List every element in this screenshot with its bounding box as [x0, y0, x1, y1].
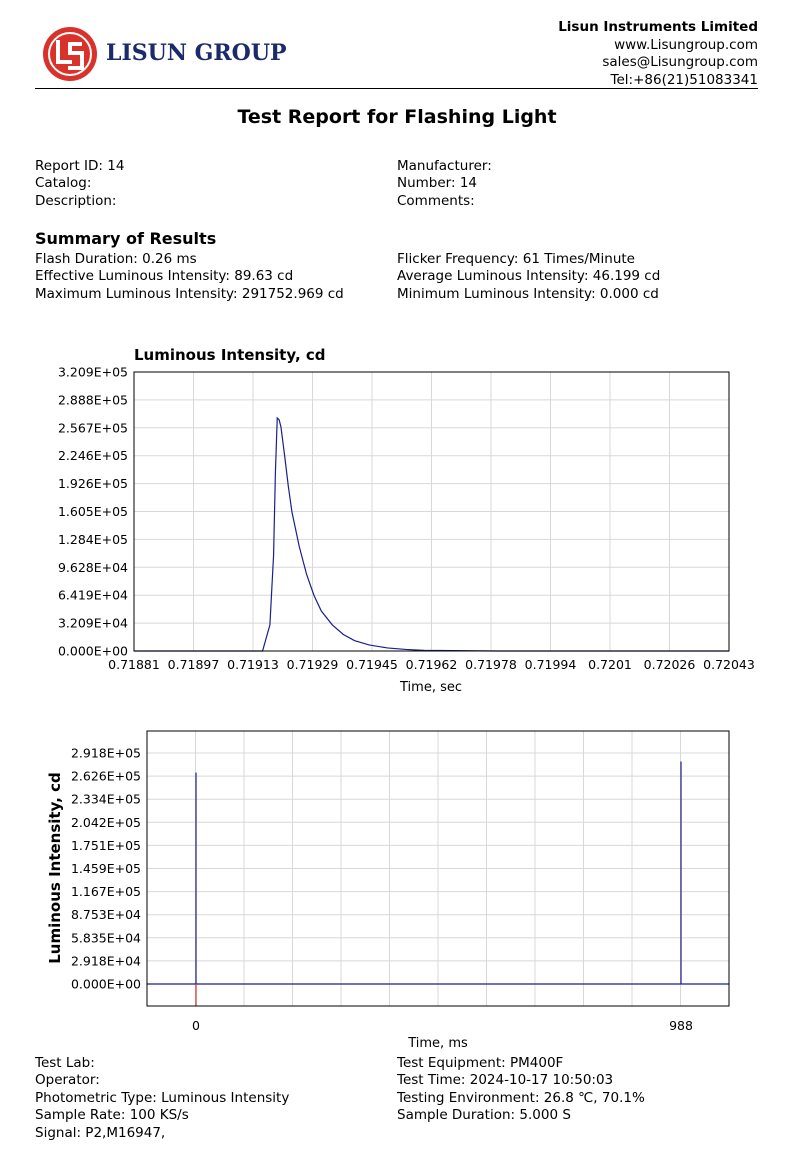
chart1-x-tick-label: 0.71913 [227, 657, 279, 672]
company-name: Lisun Instruments Limited [558, 19, 758, 35]
chart1-x-ticks [108, 657, 755, 672]
test-time: Test Time: 2024-10-17 10:50:03 [397, 1072, 614, 1088]
max-intensity: Maximum Luminous Intensity: 291752.969 cd [35, 286, 344, 302]
signal: Signal: P2,M16947, [35, 1125, 166, 1141]
average-intensity: Average Luminous Intensity: 46.199 cd [397, 268, 661, 284]
chart2-y-tick-label: 2.626E+05 [70, 768, 141, 784]
brand-name: LISUN GROUP [106, 40, 287, 66]
report-id: Report ID: 14 [35, 158, 125, 174]
chart2-y-tick-label: 2.042E+05 [70, 814, 141, 830]
chart1-xlabel: Time, sec [400, 680, 462, 695]
chart1-x-tick-label: 0.72043 [703, 657, 755, 672]
chart1-y-tick-label: 2.888E+05 [57, 392, 128, 408]
chart1-y-tick-label: 1.284E+05 [57, 531, 128, 547]
chart2-y-tick-label: 2.334E+05 [70, 791, 141, 807]
test-equipment: Test Equipment: PM400F [397, 1055, 564, 1071]
chart2-x-tick-label: 988 [669, 1018, 693, 1033]
testing-environment: Testing Environment: 26.8 ℃, 70.1% [397, 1090, 645, 1106]
number: Number: 14 [397, 175, 478, 191]
chart2-y-tick-label: 1.459E+05 [70, 861, 141, 876]
chart1-grid [134, 372, 729, 651]
company-tel: Tel:+86(21)51083341 [610, 72, 758, 88]
chart2-y-tick-label: 1.751E+05 [70, 837, 141, 853]
chart1-y-tick-label: 0.000E+00 [57, 643, 128, 659]
chart1-x-tick-label: 0.71945 [346, 657, 398, 672]
chart1-x-tick-label: 0.71978 [465, 657, 517, 672]
flash-duration: Flash Duration: 0.26 ms [35, 251, 197, 267]
chart1-x-tick-label: 0.71929 [286, 657, 339, 672]
chart1-x-tick-label: 0.7201 [588, 657, 632, 672]
sample-rate: Sample Rate: 100 KS/s [35, 1107, 189, 1123]
chart-flash-pulse [0, 335, 794, 700]
chart2-grid [147, 731, 729, 1006]
chart2-xlabel: Time, ms [408, 1036, 468, 1051]
chart1-title: Luminous Intensity, cd [134, 346, 326, 364]
operator: Operator: [35, 1072, 100, 1088]
report-title: Test Report for Flashing Light [237, 106, 557, 128]
flicker-frequency: Flicker Frequency: 61 Times/Minute [397, 251, 635, 267]
header-divider [35, 88, 758, 89]
chart1-y-tick-label: 1.926E+05 [57, 476, 128, 492]
company-email: sales@Lisungroup.com [602, 54, 758, 70]
chart2-y-tick-label: 5.835E+04 [70, 930, 141, 946]
chart1-y-tick-label: 1.605E+05 [57, 504, 128, 519]
lisun-logo-icon [42, 26, 98, 82]
chart2-y-tick-label: 2.918E+05 [70, 745, 141, 761]
min-intensity: Minimum Luminous Intensity: 0.000 cd [397, 286, 659, 302]
chart2-ylabel: Luminous Intensity, cd [46, 772, 64, 964]
manufacturer: Manufacturer: [397, 158, 492, 174]
chart-flash-sequence [0, 720, 794, 1055]
chart1-x-tick-label: 0.71962 [405, 657, 458, 672]
chart1-x-tick-label: 0.71897 [167, 657, 220, 672]
chart1-y-tick-label: 3.209E+05 [57, 364, 128, 380]
catalog: Catalog: [35, 175, 92, 191]
description: Description: [35, 193, 117, 209]
chart1-y-tick-label: 2.567E+05 [57, 420, 128, 436]
chart2-y-tick-label: 1.167E+05 [70, 884, 141, 900]
chart1-x-tick-label: 0.72026 [643, 657, 696, 672]
chart2-y-tick-label: 8.753E+04 [70, 907, 141, 923]
chart2-y-tick-label: 2.918E+04 [70, 953, 141, 969]
summary-heading: Summary of Results [35, 229, 217, 248]
test-lab: Test Lab: [35, 1055, 95, 1071]
chart1-x-tick-label: 0.71881 [108, 657, 160, 672]
chart1-y-tick-label: 9.628E+04 [57, 559, 128, 575]
chart1-y-tick-label: 6.419E+04 [57, 587, 128, 603]
chart1-y-tick-label: 3.209E+04 [57, 615, 128, 631]
chart2-x-ticks [192, 1018, 693, 1033]
chart1-x-tick-label: 0.71994 [524, 657, 577, 672]
company-website: www.Lisungroup.com [614, 37, 758, 53]
chart2-y-ticks [71, 746, 141, 992]
chart1-y-ticks [58, 365, 128, 659]
chart2-y-tick-label: 0.000E+00 [70, 976, 141, 992]
chart2-x-tick-label: 0 [192, 1018, 200, 1033]
comments: Comments: [397, 193, 475, 209]
effective-intensity: Effective Luminous Intensity: 89.63 cd [35, 268, 294, 284]
chart1-y-tick-label: 2.246E+05 [57, 448, 128, 464]
sample-duration: Sample Duration: 5.000 S [397, 1107, 571, 1123]
photometric-type: Photometric Type: Luminous Intensity [35, 1090, 290, 1106]
